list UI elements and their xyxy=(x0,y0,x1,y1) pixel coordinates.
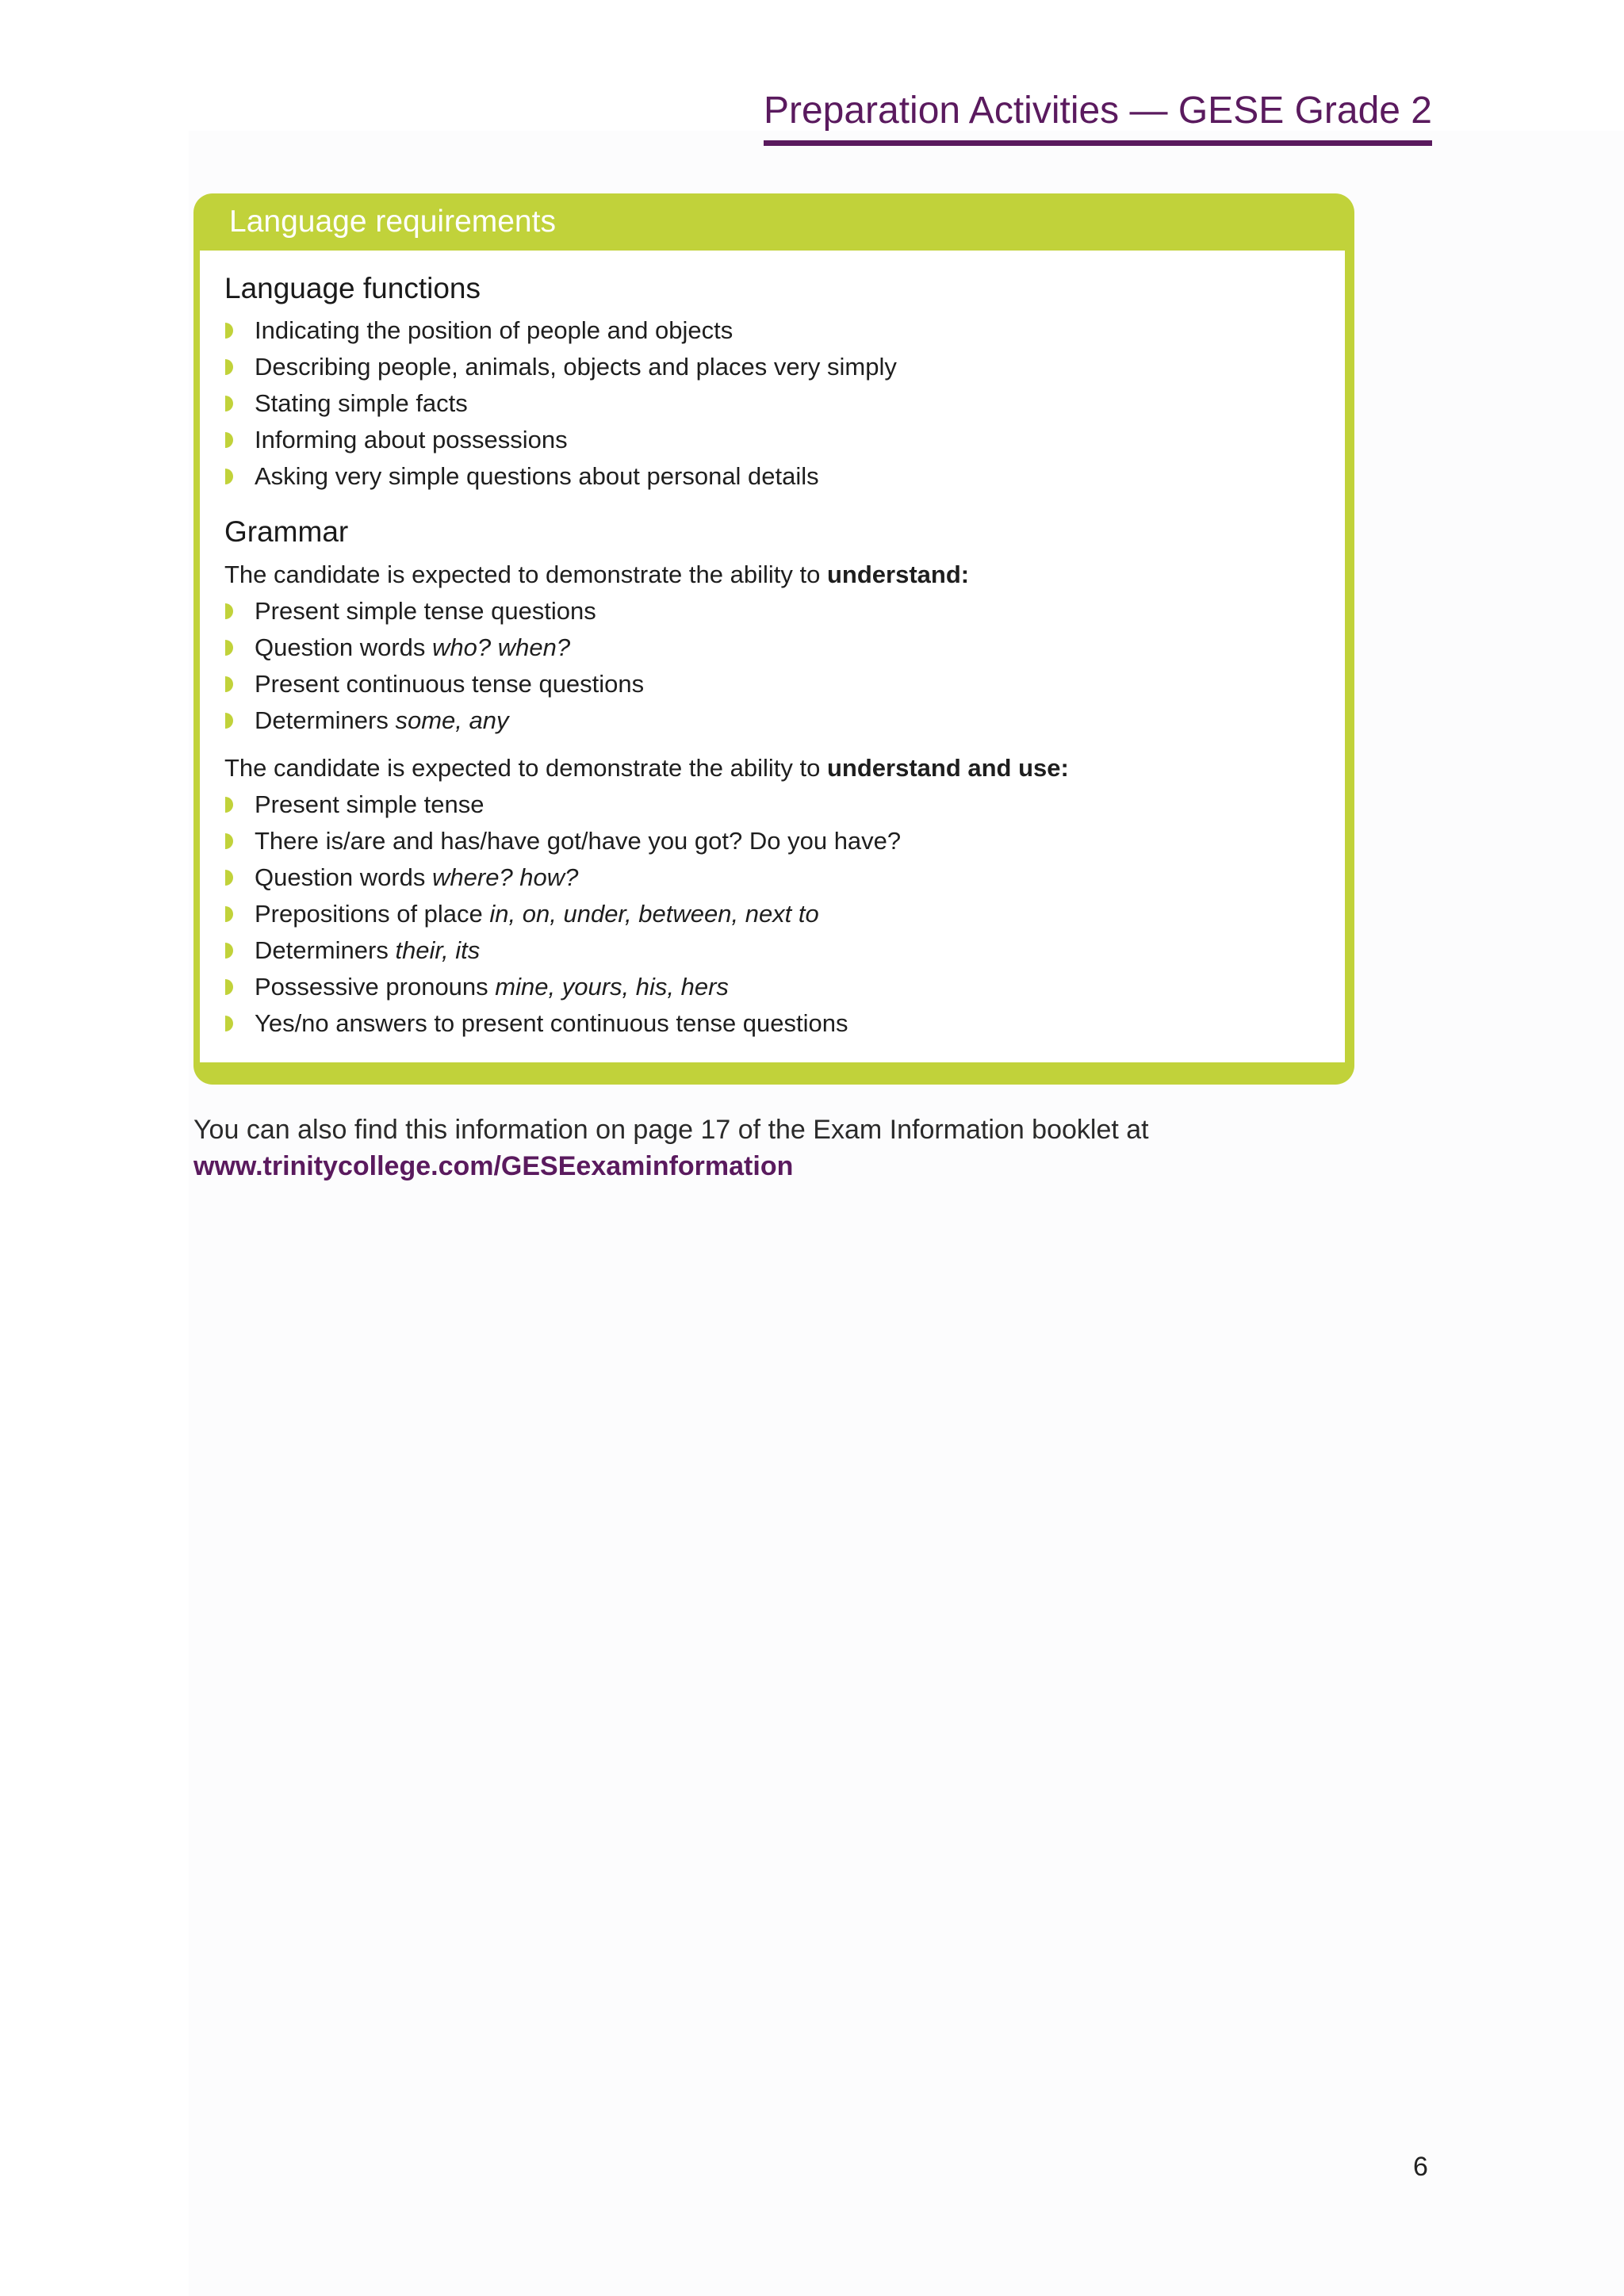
bullet-icon xyxy=(225,323,233,339)
list-item: Asking very simple questions about personal details xyxy=(224,458,1321,495)
list-item: Present simple tense xyxy=(224,786,1321,823)
language-functions-heading: Language functions xyxy=(224,272,481,304)
list-item: Prepositions of place in, on, under, between, next to xyxy=(224,896,1321,932)
list-item: Present continuous tense questions xyxy=(224,666,1321,702)
grammar-heading: Grammar xyxy=(224,515,349,549)
bullet-icon xyxy=(225,833,233,849)
list-item: Question words who? when? xyxy=(224,629,1321,666)
list-item: Question words where? how? xyxy=(224,859,1321,896)
language-functions-list xyxy=(224,312,1321,495)
bullet-icon xyxy=(225,432,233,448)
list-item: Determiners some, any xyxy=(224,702,1321,739)
bullet-icon xyxy=(225,906,233,922)
exam-information-link[interactable]: www.trinitycollege.com/GESEexaminformation xyxy=(193,1151,794,1181)
bullet-icon xyxy=(225,713,233,729)
bullet-icon xyxy=(225,603,233,619)
bullet-icon xyxy=(225,640,233,656)
understand-and-use-intro: The candidate is expected to demonstrate the ability to understand and use: xyxy=(224,753,1069,782)
bullet-icon xyxy=(225,1016,233,1031)
list-item: Stating simple facts xyxy=(224,385,1321,422)
list-item: Possessive pronouns mine, yours, his, hers xyxy=(224,969,1321,1005)
understand-and-use-list xyxy=(224,786,1321,1042)
box-heading: Language requirements xyxy=(229,205,556,239)
box-content xyxy=(200,251,1345,1062)
page-number: 6 xyxy=(1413,2152,1428,2182)
bullet-icon xyxy=(225,676,233,692)
list-item: Indicating the position of people and objects xyxy=(224,312,1321,349)
language-requirements-box xyxy=(193,193,1354,1085)
understand-list xyxy=(224,593,1321,739)
bullet-icon xyxy=(225,396,233,411)
bullet-icon xyxy=(225,870,233,886)
bullet-icon xyxy=(225,797,233,813)
bullet-icon xyxy=(225,979,233,995)
list-item: Yes/no answers to present continuous tense questions xyxy=(224,1005,1321,1042)
page-title: Preparation Activities — GESE Grade 2 xyxy=(764,89,1432,146)
list-item: Determiners their, its xyxy=(224,932,1321,969)
footer-text: You can also find this information on page 17 of the Exam Information booklet at xyxy=(193,1115,1149,1145)
footer-note xyxy=(193,1112,1149,1184)
bullet-icon xyxy=(225,943,233,959)
list-item: Informing about possessions xyxy=(224,422,1321,458)
bullet-icon xyxy=(225,469,233,484)
understand-intro: The candidate is expected to demonstrate the ability to understand: xyxy=(224,560,970,588)
list-item: Present simple tense questions xyxy=(224,593,1321,629)
list-item: Describing people, animals, objects and places very simply xyxy=(224,349,1321,385)
list-item: There is/are and has/have got/have you got? Do you have? xyxy=(224,823,1321,859)
bullet-icon xyxy=(225,359,233,375)
